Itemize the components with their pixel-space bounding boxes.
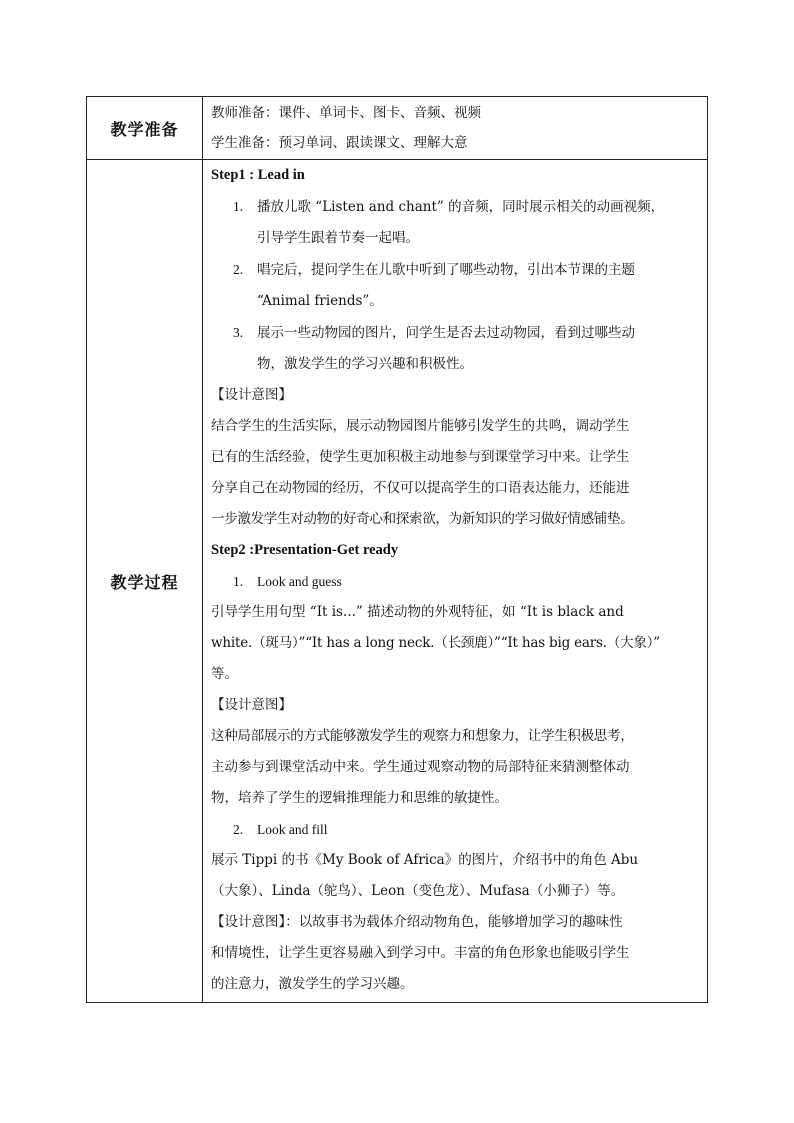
design3-line: 的注意力，激发学生的学习兴趣。: [211, 976, 414, 992]
design1-line: 结合学生的生活实际，展示动物园图片能够引发学生的共鸣，调动学生: [211, 418, 630, 434]
teacher-prep: 教师准备：课件、单词卡、图卡、音频、视频: [211, 105, 481, 121]
guess-line: white.（斑马）”“It has a long neck.（长颈鹿）”“It has big ears.（大象）”: [211, 635, 660, 651]
design1-line: 分享自己在动物园的经历，不仅可以提高学生的口语表达能力，还能进: [211, 480, 630, 496]
item-text-cont: 物，激发学生的学习兴趣和积极性。: [257, 356, 473, 372]
design1-line: 一步激发学生对动物的好奇心和探索欲，为新知识的学习做好情感铺垫。: [211, 511, 634, 527]
fill-line: 展示 Tippi 的书《My Book of Africa》的图片，介绍书中的角色 Abu: [211, 852, 639, 868]
sub1-title: Look and guess: [257, 574, 342, 589]
lesson-plan-table: [86, 96, 708, 1003]
step1-item-2: [203, 254, 707, 317]
fill-line: （大象）、Linda（鸵鸟）、Leon（变色龙）、Mufasa（小狮子）等。: [211, 883, 625, 899]
process-label: 教学过程: [87, 160, 203, 1003]
step2-title: Step2 :Presentation-Get ready: [211, 542, 399, 558]
step1-item-1: [203, 191, 707, 254]
guess-line: 引导学生用句型 “It is...” 描述动物的外观特征，如 “It is black and: [211, 604, 624, 620]
step1-title: Step1 : Lead in: [211, 167, 305, 183]
item-number: 1.: [233, 199, 244, 214]
sub2-number: 2.: [233, 822, 244, 837]
design2-line: 物，培养了学生的逻辑推理能力和思维的敏捷性。: [211, 790, 508, 806]
sub2-title: Look and fill: [257, 822, 328, 837]
item-text-cont: “Animal friends”。: [257, 293, 383, 309]
design2-line: 这种局部展示的方式能够激发学生的观察力和想象力，让学生积极思考，: [211, 728, 634, 744]
step1-item-3: [203, 317, 707, 380]
item-text: 唱完后，提问学生在儿歌中听到了哪些动物，引出本节课的主题: [257, 262, 635, 278]
design1-label: 【设计意图】: [211, 387, 292, 403]
sub1-heading: [203, 566, 707, 597]
design2-line: 主动参与到课堂活动中来。学生通过观察动物的局部特征来猜测整体动: [211, 759, 630, 775]
design2-label: 【设计意图】: [211, 697, 292, 713]
sub2-heading: [203, 814, 707, 845]
item-number: 2.: [233, 262, 244, 277]
design3-line: 【设计意图】：以故事书为载体介绍动物角色，能够增加学习的趣味性: [211, 914, 623, 930]
item-text: 播放儿歌 “Listen and chant” 的音频，同时展示相关的动画视频，: [257, 199, 665, 215]
design3-line: 和情境性，让学生更容易融入到学习中。丰富的角色形象也能吸引学生: [211, 945, 630, 961]
prep-content: [203, 97, 708, 160]
sub1-number: 1.: [233, 574, 244, 589]
design1-line: 已有的生活经验，使学生更加积极主动地参与到课堂学习中来。让学生: [211, 449, 630, 465]
item-number: 3.: [233, 325, 244, 340]
student-prep: 学生准备：预习单词、跟读课文、理解大意: [211, 135, 468, 151]
prep-label: 教学准备: [87, 97, 203, 160]
item-text-cont: 引导学生跟着节奏一起唱。: [257, 230, 419, 246]
item-text: 展示一些动物园的图片，问学生是否去过动物园，看到过哪些动: [257, 325, 635, 341]
process-row: [87, 160, 708, 1003]
prep-row: [87, 97, 708, 160]
process-content: [203, 160, 708, 1003]
guess-line: 等。: [211, 666, 238, 682]
